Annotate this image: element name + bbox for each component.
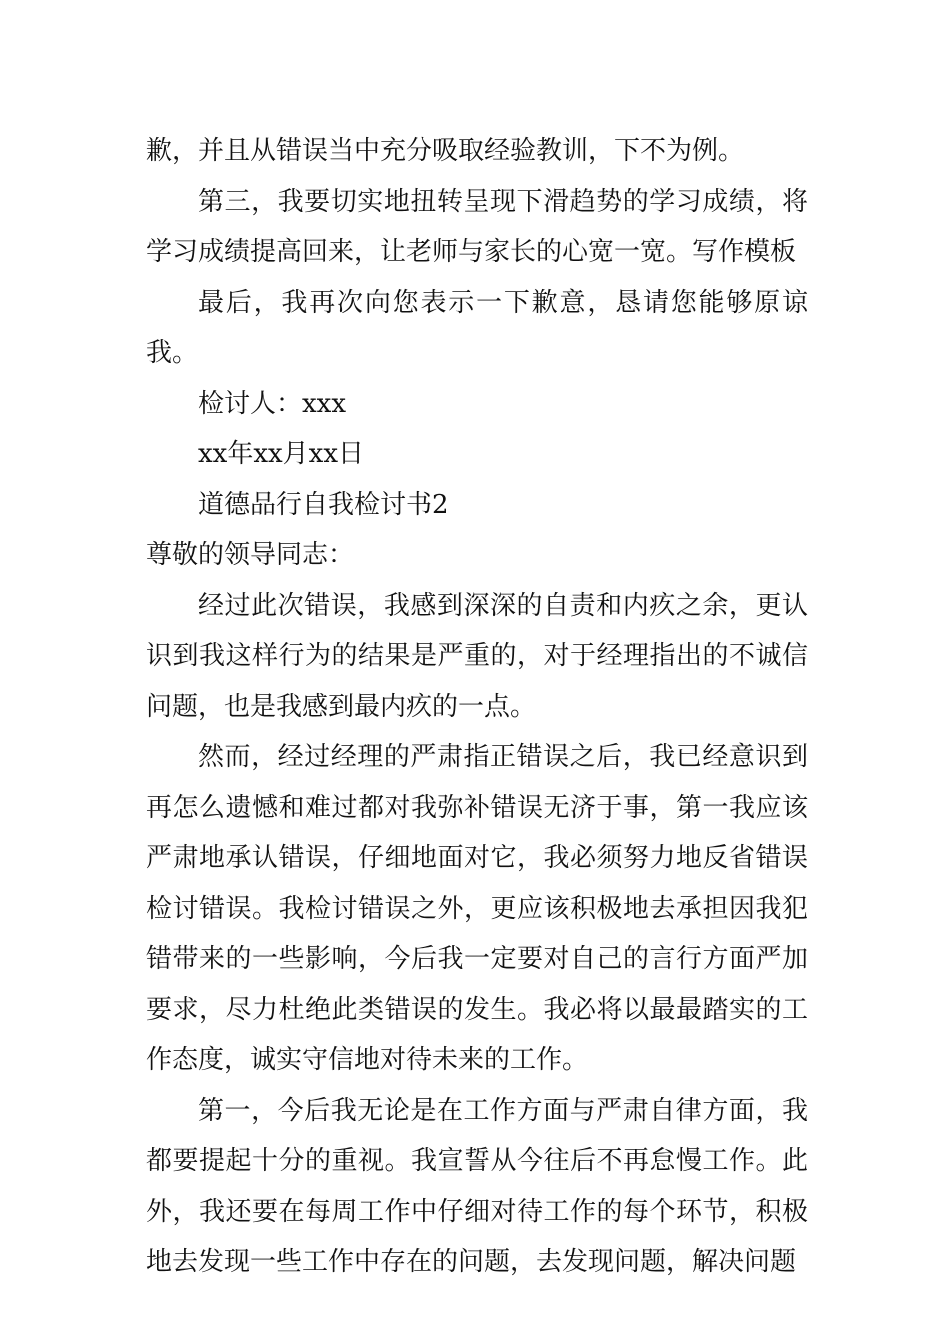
paragraph-final-apology: 最后，我再次向您表示一下歉意，恳请您能够原谅我。: [146, 287, 808, 368]
paragraph-closing-apology: 歉，并且从错误当中充分吸取经验教训，下不为例。: [146, 136, 745, 166]
date-line: xx年xx月xx日: [198, 439, 364, 469]
paragraph-first-commitment: 第一，今后我无论是在工作方面与严肃自律方面，我都要提起十分的重视。我宣誓从今往后不再怠慢工作。此外，我还要在每周工作中仔细对待工作的每个环节，积极地去发现一些工作中存在的问题，去发现问题，解决问题: [146, 1095, 808, 1277]
paragraph-reflection: 然而，经过经理的严肃指正错误之后，我已经意识到再怎么遗憾和难过都对我弥补错误无济于事，第一我应该严肃地承认错误，仔细地面对它，我必须努力地反省错误检讨错误。我检讨错误之外，更应该积极地去承担因我犯错带来的一些影响，今后我一定要对自己的言行方面严加要求，尽力杜绝此类错误的发生。我必将以最最踏实的工作态度，诚实守信地对待未来的工作。: [146, 742, 808, 1075]
section-title: 道德品行自我检讨书2: [198, 489, 449, 520]
paragraph-self-reproach: 经过此次错误，我感到深深的自责和内疚之余，更认识到我这样行为的结果是严重的，对于经理指出的不诚信问题，也是我感到最内疚的一点。: [146, 590, 808, 722]
signature-line: 检讨人：xxx: [198, 388, 346, 419]
paragraph-third-point: 第三，我要切实地扭转呈现下滑趋势的学习成绩，将学习成绩提高回来，让老师与家长的心宽一宽。写作模板: [146, 186, 808, 267]
salutation: 尊敬的领导同志：: [146, 540, 355, 570]
document-body: [146, 126, 808, 1288]
